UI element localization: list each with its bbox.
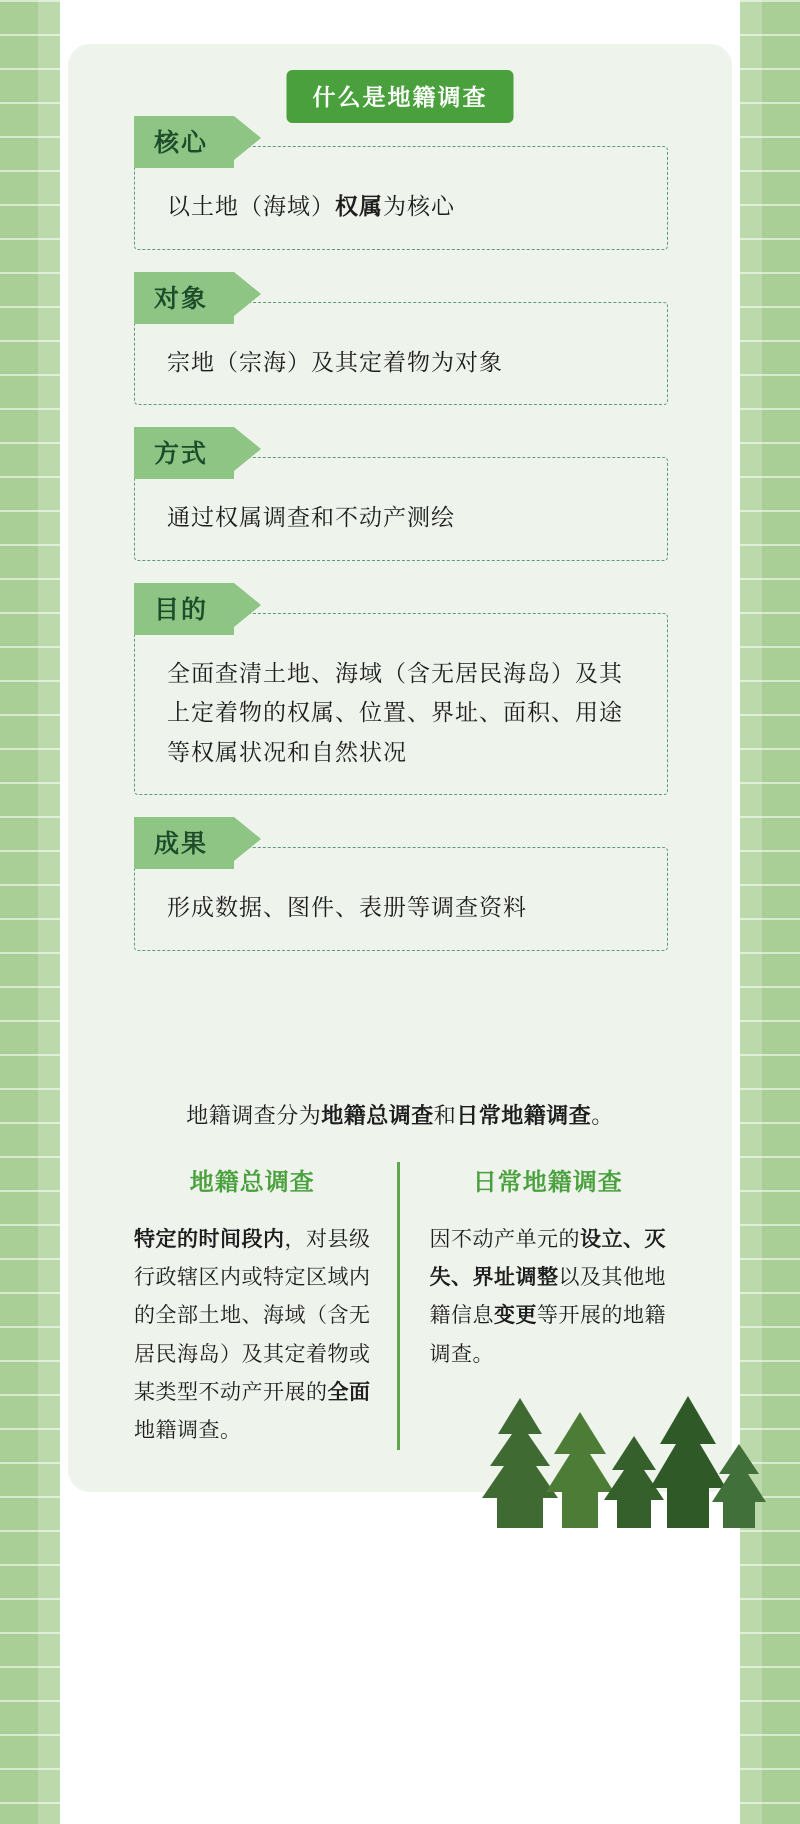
section-text-core-bold: 权属	[335, 193, 383, 219]
content-card	[68, 44, 732, 1492]
section-tag-object: 对象	[134, 272, 234, 324]
column-heading-total-survey: 地籍总调查	[189, 1169, 315, 1196]
section-list	[68, 116, 732, 973]
section-text-result: 形成数据、图件、表册等调查资料	[167, 894, 527, 921]
background-stripe-left	[0, 0, 38, 1824]
summary-bold-total: 地籍总调查	[321, 1103, 434, 1128]
section-text-core-suffix: 为核心	[383, 193, 455, 219]
column-daily-survey	[397, 1162, 667, 1450]
comparison-columns	[68, 1162, 732, 1450]
daily-survey-text-2: 以及其他地籍信息	[429, 1266, 666, 1328]
page-title: 什么是地籍调查	[287, 70, 514, 123]
background-stripe-left-inner	[38, 0, 60, 1824]
summary-line	[68, 1099, 732, 1130]
section-box-purpose	[134, 613, 668, 796]
daily-survey-text-1: 因不动产单元的	[429, 1228, 580, 1251]
daily-survey-text-3: 等开展的地籍调查。	[429, 1304, 666, 1366]
column-body-daily-survey	[430, 1221, 667, 1374]
section-tag-method: 方式	[134, 427, 234, 479]
column-body-total-survey	[134, 1221, 371, 1450]
background-stripe-right-inner	[740, 0, 762, 1824]
summary-middle: 和	[433, 1103, 457, 1128]
daily-survey-bold-1: 设立、灭失、界址调整	[429, 1228, 666, 1290]
total-survey-text-2: 地籍调查。	[134, 1419, 242, 1443]
section-method	[68, 427, 732, 561]
section-tag-purpose: 目的	[134, 583, 234, 635]
background-stripe-right	[762, 0, 800, 1824]
section-tag-core: 核心	[134, 116, 234, 168]
total-survey-text-1: ，对县级行政辖区内或特定区域内的全部土地、海域（含无居民海岛）及其定着物或某类型不动产开展的	[134, 1228, 371, 1404]
summary-bold-daily: 日常地籍调查	[456, 1103, 592, 1128]
section-tag-result: 成果	[134, 817, 234, 869]
section-text-core	[167, 187, 643, 227]
section-text-object: 宗地（宗海）及其定着物为对象	[167, 348, 503, 375]
section-result	[68, 817, 732, 951]
column-heading-daily-survey: 日常地籍调查	[472, 1169, 623, 1196]
section-core	[68, 116, 732, 250]
section-text-method: 通过权属调查和不动产测绘	[167, 504, 455, 531]
column-total-survey	[134, 1162, 397, 1450]
section-text-purpose: 全面查清土地、海域（含无居民海岛）及其上定着物的权属、位置、界址、面积、用途等权属状况和自然状况	[167, 659, 623, 765]
total-survey-bold-1: 特定的时间段内	[134, 1228, 285, 1251]
total-survey-bold-2: 全面	[327, 1380, 371, 1404]
summary-suffix: 。	[591, 1103, 614, 1128]
summary-prefix: 地籍调查分为	[186, 1103, 322, 1128]
section-object	[68, 272, 732, 406]
section-text-core-prefix: 以土地（海域）	[167, 193, 335, 219]
daily-survey-bold-2: 变更	[494, 1304, 537, 1328]
section-purpose	[68, 583, 732, 796]
